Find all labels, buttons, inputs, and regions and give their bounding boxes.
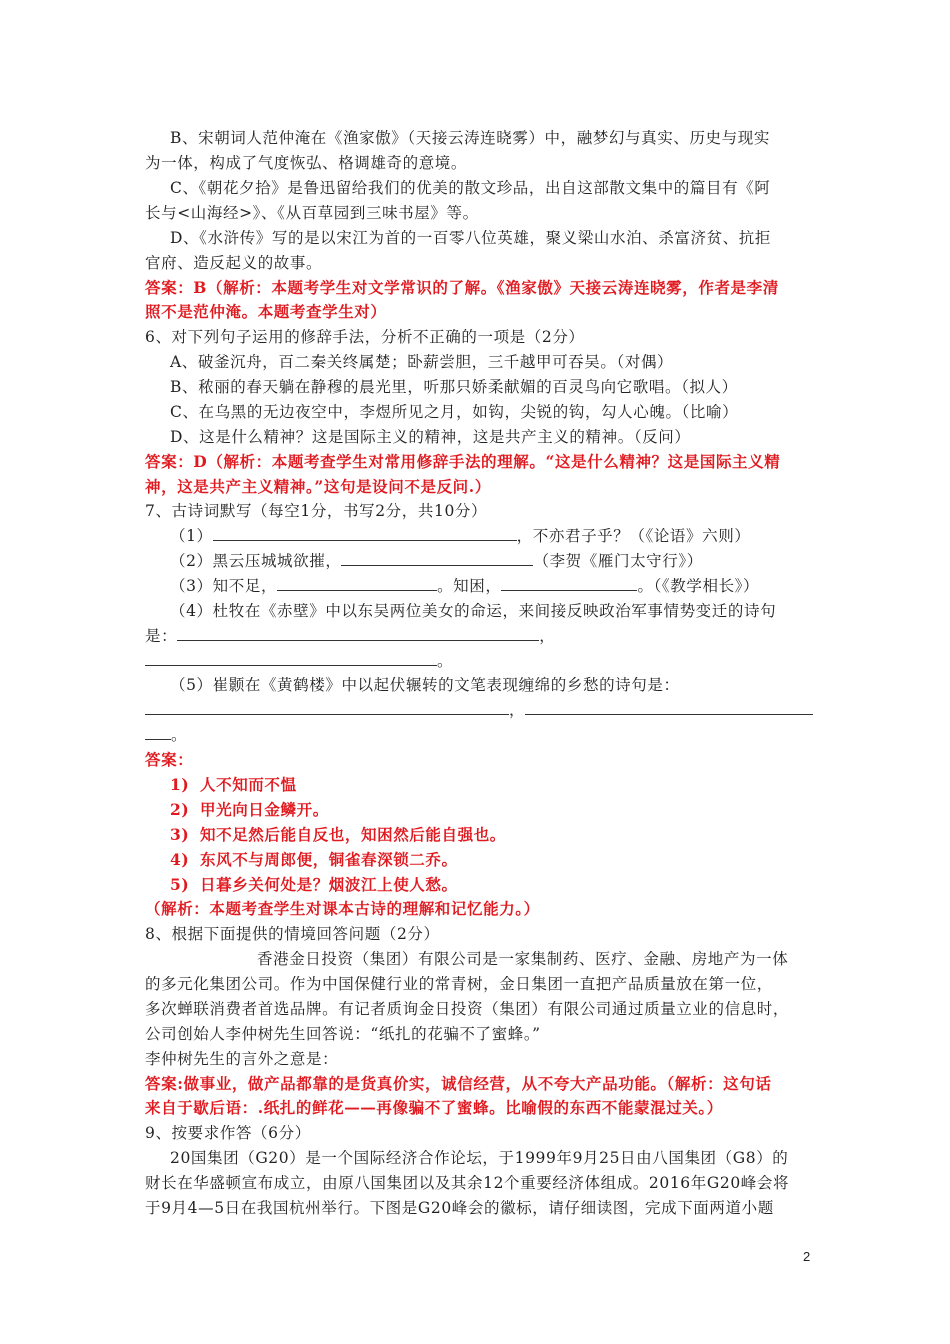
q6-answer-line1: 答案：D（解析：本题考查学生对常用修辞手法的理解。“这是什么精神？这是国际主义精	[145, 452, 781, 471]
q7-answer-num: 1)	[170, 775, 190, 794]
q7-item4-blank2[interactable]	[145, 651, 437, 666]
q7-answer-num: 4)	[170, 850, 190, 869]
q7-item1-suffix: ，不亦君子乎？（《论语》六则）	[516, 527, 751, 545]
q7-answer-label: 答案：	[145, 750, 194, 769]
q7-item3-mid: 。知困，	[437, 577, 502, 595]
q5-option-b-line2: 为一体，构成了气度恢弘、格调雄奇的意境。	[145, 154, 468, 172]
q6-option-c: C、在乌黑的无边夜空中，李煜所见之月，如钩，尖锐的钩，勾人心魄。（比喻）	[170, 403, 739, 421]
q5-option-d-line2: 官府、造反起义的故事。	[145, 254, 323, 272]
q7-item5-blank1[interactable]	[145, 700, 509, 715]
q5-option-b-line1: B、宋朝词人范仲淹在《渔家傲》（天接云涛连晓雾）中，融梦幻与真实、历史与现实	[170, 129, 770, 147]
q8-question: 李仲树先生的言外之意是：	[145, 1050, 339, 1068]
q7-item5-line2-mid: ，	[509, 701, 526, 719]
q6-answer-line2: 神，这是共产主义精神。”这句是设问不是反问.）	[145, 477, 491, 496]
q7-answer-num: 2)	[170, 800, 190, 819]
q7-item5-line1: （5）崔颢在《黄鹤楼》中以起伏辗转的文笔表现缠绵的乡愁的诗句是：	[170, 676, 680, 694]
q7-item2-suffix: （李贺《雁门太守行》）	[533, 552, 703, 570]
q8-para-line3: 多次蝉联消费者首选品牌。有记者质询金日投资（集团）有限公司通过质量立业的信息时，	[145, 1000, 790, 1018]
q7-answer-text: 甲光向日金鳞开。	[200, 800, 329, 819]
q6-option-d: D、这是什么精神？这是国际主义的精神，这是共产主义的精神。（反问）	[170, 428, 691, 446]
q7-item3-prefix: （3）知不足，	[170, 577, 278, 595]
q8-answer-line1: 答案:做事业，做产品都靠的是货真价实，诚信经营，从不夸大产品功能。（解析：这句话	[145, 1074, 772, 1093]
q6-option-b: B、秾丽的春天躺在静穆的晨光里，听那只娇柔献媚的百灵鸟向它歌唱。（拟人）	[170, 378, 738, 396]
q7-item4-line3-suffix: 。	[437, 652, 454, 670]
q7-answer-text: 知不足然后能自反也，知困然后能自强也。	[200, 825, 506, 844]
q7-item4-line2-suffix: ，	[539, 627, 556, 645]
q7-item2-blank[interactable]	[341, 551, 533, 566]
q7-item5-blank2[interactable]	[525, 700, 813, 715]
q6-option-a: A、破釜沉舟，百二秦关终属楚；卧薪尝胆，三千越甲可吞吴。（对偶）	[170, 353, 674, 371]
q9-para-line2: 财长在华盛顿宣布成立，由原八国集团以及其余12个重要经济体组成。2016年G20峰会将	[145, 1174, 790, 1192]
q7-answer-num: 5)	[170, 875, 190, 894]
q7-title: 7、古诗词默写（每空1分，书写2分，共10分）	[145, 502, 488, 520]
q9-para-line3: 于9月4—5日在我国杭州举行。下图是G20峰会的徽标，请仔细读图，完成下面两道小题	[145, 1199, 774, 1217]
q7-answer-item	[170, 850, 458, 870]
q7-answer-item	[170, 800, 329, 820]
q8-para-line1: 香港金日投资（集团）有限公司是一家集制药、医疗、金融、房地产为一体	[257, 950, 789, 968]
q7-item4-blank1[interactable]	[177, 626, 539, 641]
q9-title: 9、按要求作答（6分）	[145, 1124, 311, 1142]
q7-item1-blank[interactable]	[213, 526, 517, 541]
q7-answer-item	[170, 775, 297, 795]
q7-answer-text: 日暮乡关何处是？烟波江上使人愁。	[200, 875, 458, 894]
q8-para-line2: 的多元化集团公司。作为中国保健行业的常青树，金日集团一直把产品质量放在第一位，	[145, 975, 773, 993]
q5-option-c-line1: C、《朝花夕拾》是鲁迅留给我们的优美的散文珍品，出自这部散文集中的篇目有《阿	[170, 179, 771, 197]
q7-item4-line3	[145, 651, 453, 671]
q7-item5-line3	[145, 725, 187, 745]
q7-answer-text: 东风不与周郎便，铜雀春深锁二乔。	[200, 850, 458, 869]
q7-item3-suffix: 。（《教学相长》）	[637, 577, 760, 595]
q7-item5-line2	[145, 700, 813, 720]
q7-item5-blank3[interactable]	[145, 725, 171, 740]
q7-item1-prefix: （1）	[170, 527, 213, 545]
q7-answer-item	[170, 875, 458, 895]
q5-option-c-line2: 长与<山海经>》、《从百草园到三味书屋》等。	[145, 204, 479, 222]
q8-title: 8、根据下面提供的情境回答问题（2分）	[145, 925, 440, 943]
q8-answer-line2: 来自于歇后语：.纸扎的鲜花——再像骗不了蜜蜂。比喻假的东西不能蒙混过关。）	[145, 1098, 723, 1117]
q5-answer-line1: 答案：B（解析：本题考学生对文学常识的了解。《渔家傲》天接云涛连晓雾，作者是李清	[145, 278, 779, 297]
q5-option-d-line1: D、《水浒传》写的是以宋江为首的一百零八位英雄，聚义梁山水泊、杀富济贫、抗拒	[170, 229, 771, 247]
q7-item3-blank2[interactable]	[501, 576, 637, 591]
q7-answer-item	[170, 825, 506, 845]
q7-item2	[170, 551, 703, 571]
q7-answer-num: 3)	[170, 825, 190, 844]
q7-item3	[170, 576, 759, 596]
q7-item4-line1: （4）杜牧在《赤壁》中以东吴两位美女的命运，来间接反映政治军事情势变迁的诗句	[170, 602, 777, 620]
q7-item3-blank1[interactable]	[277, 576, 437, 591]
page-number: 2	[803, 1249, 811, 1264]
q7-analysis: （解析：本题考查学生对课本古诗的理解和记忆能力。）	[145, 899, 540, 918]
q7-item1	[170, 526, 750, 546]
q7-item4-line2-prefix: 是：	[145, 627, 178, 645]
q6-title: 6、对下列句子运用的修辞手法，分析不正确的一项是（2分）	[145, 328, 585, 346]
q7-item2-prefix: （2）黑云压城城欲摧，	[170, 552, 342, 570]
q7-answer-text: 人不知而不愠	[200, 775, 297, 794]
q8-para-line4: 公司创始人李仲树先生回答说：“纸扎的花骗不了蜜蜂。”	[145, 1025, 541, 1043]
q5-answer-line2: 照不是范仲淹。本题考查学生对）	[145, 302, 387, 321]
q9-para-line1: 20国集团（G20）是一个国际经济合作论坛，于1999年9月25日由八国集团（G8）的	[170, 1149, 789, 1167]
q7-item5-line3-suffix: 。	[171, 726, 188, 744]
q7-item4-line2	[145, 626, 555, 646]
